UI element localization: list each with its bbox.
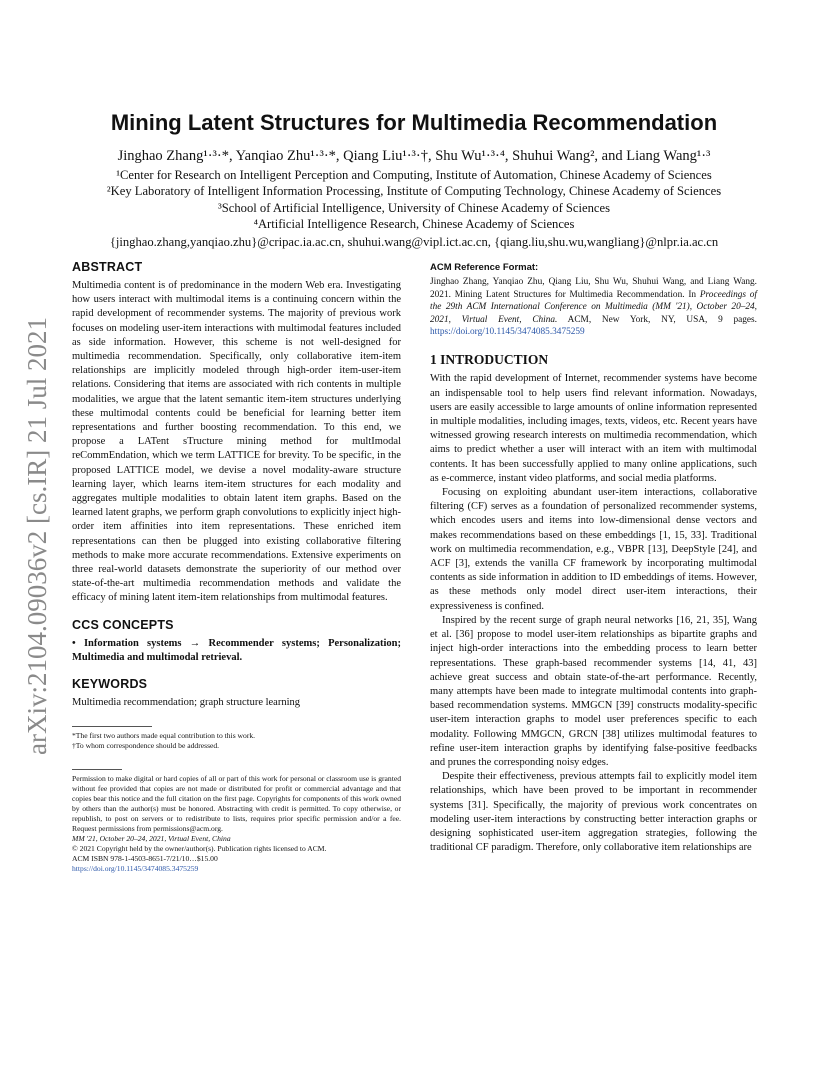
acm-reference-tail: ACM, New York, NY, USA, 9 pages. xyxy=(567,314,758,325)
ccs-concepts-text: • Information systems → Recommender systems; Personalization; Multimedia and multimodal retrieval. xyxy=(72,637,401,663)
footnote-rule xyxy=(72,726,152,727)
copyright-line: © 2021 Copyright held by the owner/author(s). Publication rights licensed to ACM. xyxy=(72,844,327,854)
abstract-heading: ABSTRACT xyxy=(72,260,143,274)
arxiv-side-label xyxy=(10,300,60,760)
permission-text: Permission to make digital or hard copies of all or part of this work for personal or classroom use is granted without fee provided that copies are not made or distributed for profit or commercial advantage and that copies bear this notice and the full citation on the first page. Copyrights for components of this work owned by others than the author(s) must be honored. Abstracting with credit is permitted. To copy otherwise, or republish, to post on servers or to redistribute to lists, requires prior specific permission and/or a fee. Request permissions from permissions@acm.org. xyxy=(72,774,401,834)
intro-paragraph-1: With the rapid development of Internet, recommender systems have become an indispensable tool to help users find relevant information. Nowadays, users are easily accessible to large amounts of online information represented in multiple modalities, including images, texts, videos, etc. Recent years have witnessed growing research interests on multimedia recommendation, which aims to predict whether a user will interact with an item with multimodal contents. It has been successfully applied to many online applications, such as e-commerce, instant video platforms, and social media platforms. xyxy=(430,373,757,484)
arxiv-identifier: arXiv:2104.09036v2 [cs.IR] 21 Jul 2021 xyxy=(22,317,52,755)
keywords-heading: KEYWORDS xyxy=(72,677,148,692)
ccs-concepts-heading: CCS CONCEPTS xyxy=(72,617,174,632)
abstract-text: Multimedia content is of predominance in the modern Web era. Investigating how users interact with multimodal items is a continuing concern within the rapid development of recommender systems. The majority of previous work focuses on modeling user-item interactions with multimodal features included as side information. However, this scheme is not well-designed for multimedia recommendation. Specifically, only collaborative item-item relationships are implicitly modeled through high-order item-user-item relations. Considering that items are associated with rich contents in multiple modalities, we argue that the latent semantic item-item structures underlying these multimodal contents could be beneficial for learning better item representations and further boosting recommendation. To this end, we propose a LATent sTructure mining method for multImodal reCommEndation, which we term LATTICE for brevity. To be specific, in the proposed LATTICE model, we devise a novel modality-aware structure learning layer, which learns item-item structures for each modality and aggregates multiple modalities to obtain latent item graphs. Based on the learned latent graphs, we perform graph convolutions to explicitly inject high-order item affinities into item representations. These enriched item representations can then be plugged into existing collaborative filtering methods to make more accurate recommendations. Extensive experiments on three real-world datasets demonstrate the superiority of our method over state-of-the-art multimedia recommendation methods and validate the efficacy of mining latent item-item relationships from multimodal features. xyxy=(72,280,401,604)
acm-reference-doi-link[interactable]: https://doi.org/10.1145/3474085.3475259 xyxy=(430,327,585,338)
introduction-heading: 1 INTRODUCTION xyxy=(430,352,549,368)
intro-paragraph-4: Despite their effectiveness, previous attempts fail to explicitly model item relationships, which have been proved to be important in recommender systems [31]. Specifically, the majority of previous work concentrates on modeling user-item interactions by constructing better interaction graphs or designing sophisticated user-item aggregation strategies, following the traditional CF paradigm. Therefore, only collaborative item relationships are xyxy=(430,771,757,854)
intro-paragraph-3: Inspired by the recent surge of graph neural networks [16, 21, 35], Wang et al. [36] propose to model user-item relationships as bipartite graphs and inject high-order interactions into the embedding process to learn better representations. These graph-based recommender systems [14, 41, 43] achieve great success and obtain state-of-the-art performance. Recently, many attempts have been made to integrate multimodal contents into graph-based recommendation systems. MMGCN [39] constructs modality-specific user-item interaction graphs to model user preferences specific to each modality. Following MMGCN, GRCN [38] utilizes multimodal features to refine user-item interaction graphs by identifying false-positive feedbacks and prunes the corresponding noisy edges. xyxy=(430,614,757,768)
author-emails: {jinghao.zhang,yanqiao.zhu}@cripac.ia.ac.cn, shuhui.wang@vipl.ict.ac.cn, {qiang.liu,shu.wu,wangliang}@nlpr.ia.ac.cn xyxy=(109,234,719,249)
author-list: Jinghao Zhang¹·³·*, Yanqiao Zhu¹·³·*, Qiang Liu¹·³·†, Shu Wu¹·³·⁴, Shuhui Wang², and Liang Wang¹·³ xyxy=(117,148,711,164)
acm-reference-format xyxy=(430,262,757,338)
permission-block xyxy=(72,769,401,874)
left-column xyxy=(72,260,401,874)
footnote-equal-contribution: *The first two authors made equal contribution to this work. xyxy=(72,731,256,741)
affiliations xyxy=(0,167,828,250)
affiliation-3: ³School of Artificial Intelligence, University of Chinese Academy of Sciences xyxy=(218,200,610,215)
affiliation-1: ¹Center for Research on Intelligent Perception and Computing, Institute of Automation, Chinese Academy of Sciences xyxy=(116,168,712,182)
keywords-text: Multimedia recommendation; graph structure learning xyxy=(72,697,301,709)
doi-link[interactable]: https://doi.org/10.1145/3474085.3475259 xyxy=(72,864,199,874)
footnotes xyxy=(72,726,401,751)
acm-reference-heading: ACM Reference Format: xyxy=(430,262,539,273)
affiliation-2: ²Key Laboratory of Intelligent Information Processing, Institute of Computing Technology, Chinese Academy of Sciences xyxy=(106,184,722,199)
acm-reference-proceedings: Proceedings of the 29th ACM International Conference on Multimedia (MM '21), October 20–24, 2021, Virtual Event, China. xyxy=(430,289,757,325)
footnote-correspondence: †To whom correspondence should be addressed. xyxy=(72,741,220,751)
affiliation-4: ⁴Artificial Intelligence Research, Chinese Academy of Sciences xyxy=(253,217,575,232)
venue-line: MM '21, October 20–24, 2021, Virtual Event, China xyxy=(72,834,231,844)
paper-title: Mining Latent Structures for Multimedia Recommendation xyxy=(110,110,718,135)
intro-paragraph-2: Focusing on exploiting abundant user-item interactions, collaborative filtering (CF) serves as a foundation of personalized recommender systems, which encodes users and items into low-dimensional dense vectors and makes recommendations based on these embeddings [1, 15, 33]. Traditional work on multimedia recommendation, e.g., VBPR [13], DeepStyle [24], and ACF [3], extends the vanilla CF framework by incorporating multimodal contents as side information in addition to ID embeddings of items. However, as these methods only model direct user-item interactions, their expressiveness is confined. xyxy=(430,487,757,612)
acm-reference-authors: Jinghao Zhang, Yanqiao Zhu, Qiang Liu, Shu Wu, Shuhui Wang, and Liang Wang. 2021. Mining Latent Structures for Multimedia Recommendation. In xyxy=(430,277,757,300)
permission-rule xyxy=(72,769,122,770)
isbn-line: ACM ISBN 978-1-4503-8651-7/21/10…$15.00 xyxy=(72,854,218,864)
right-column xyxy=(430,262,757,855)
